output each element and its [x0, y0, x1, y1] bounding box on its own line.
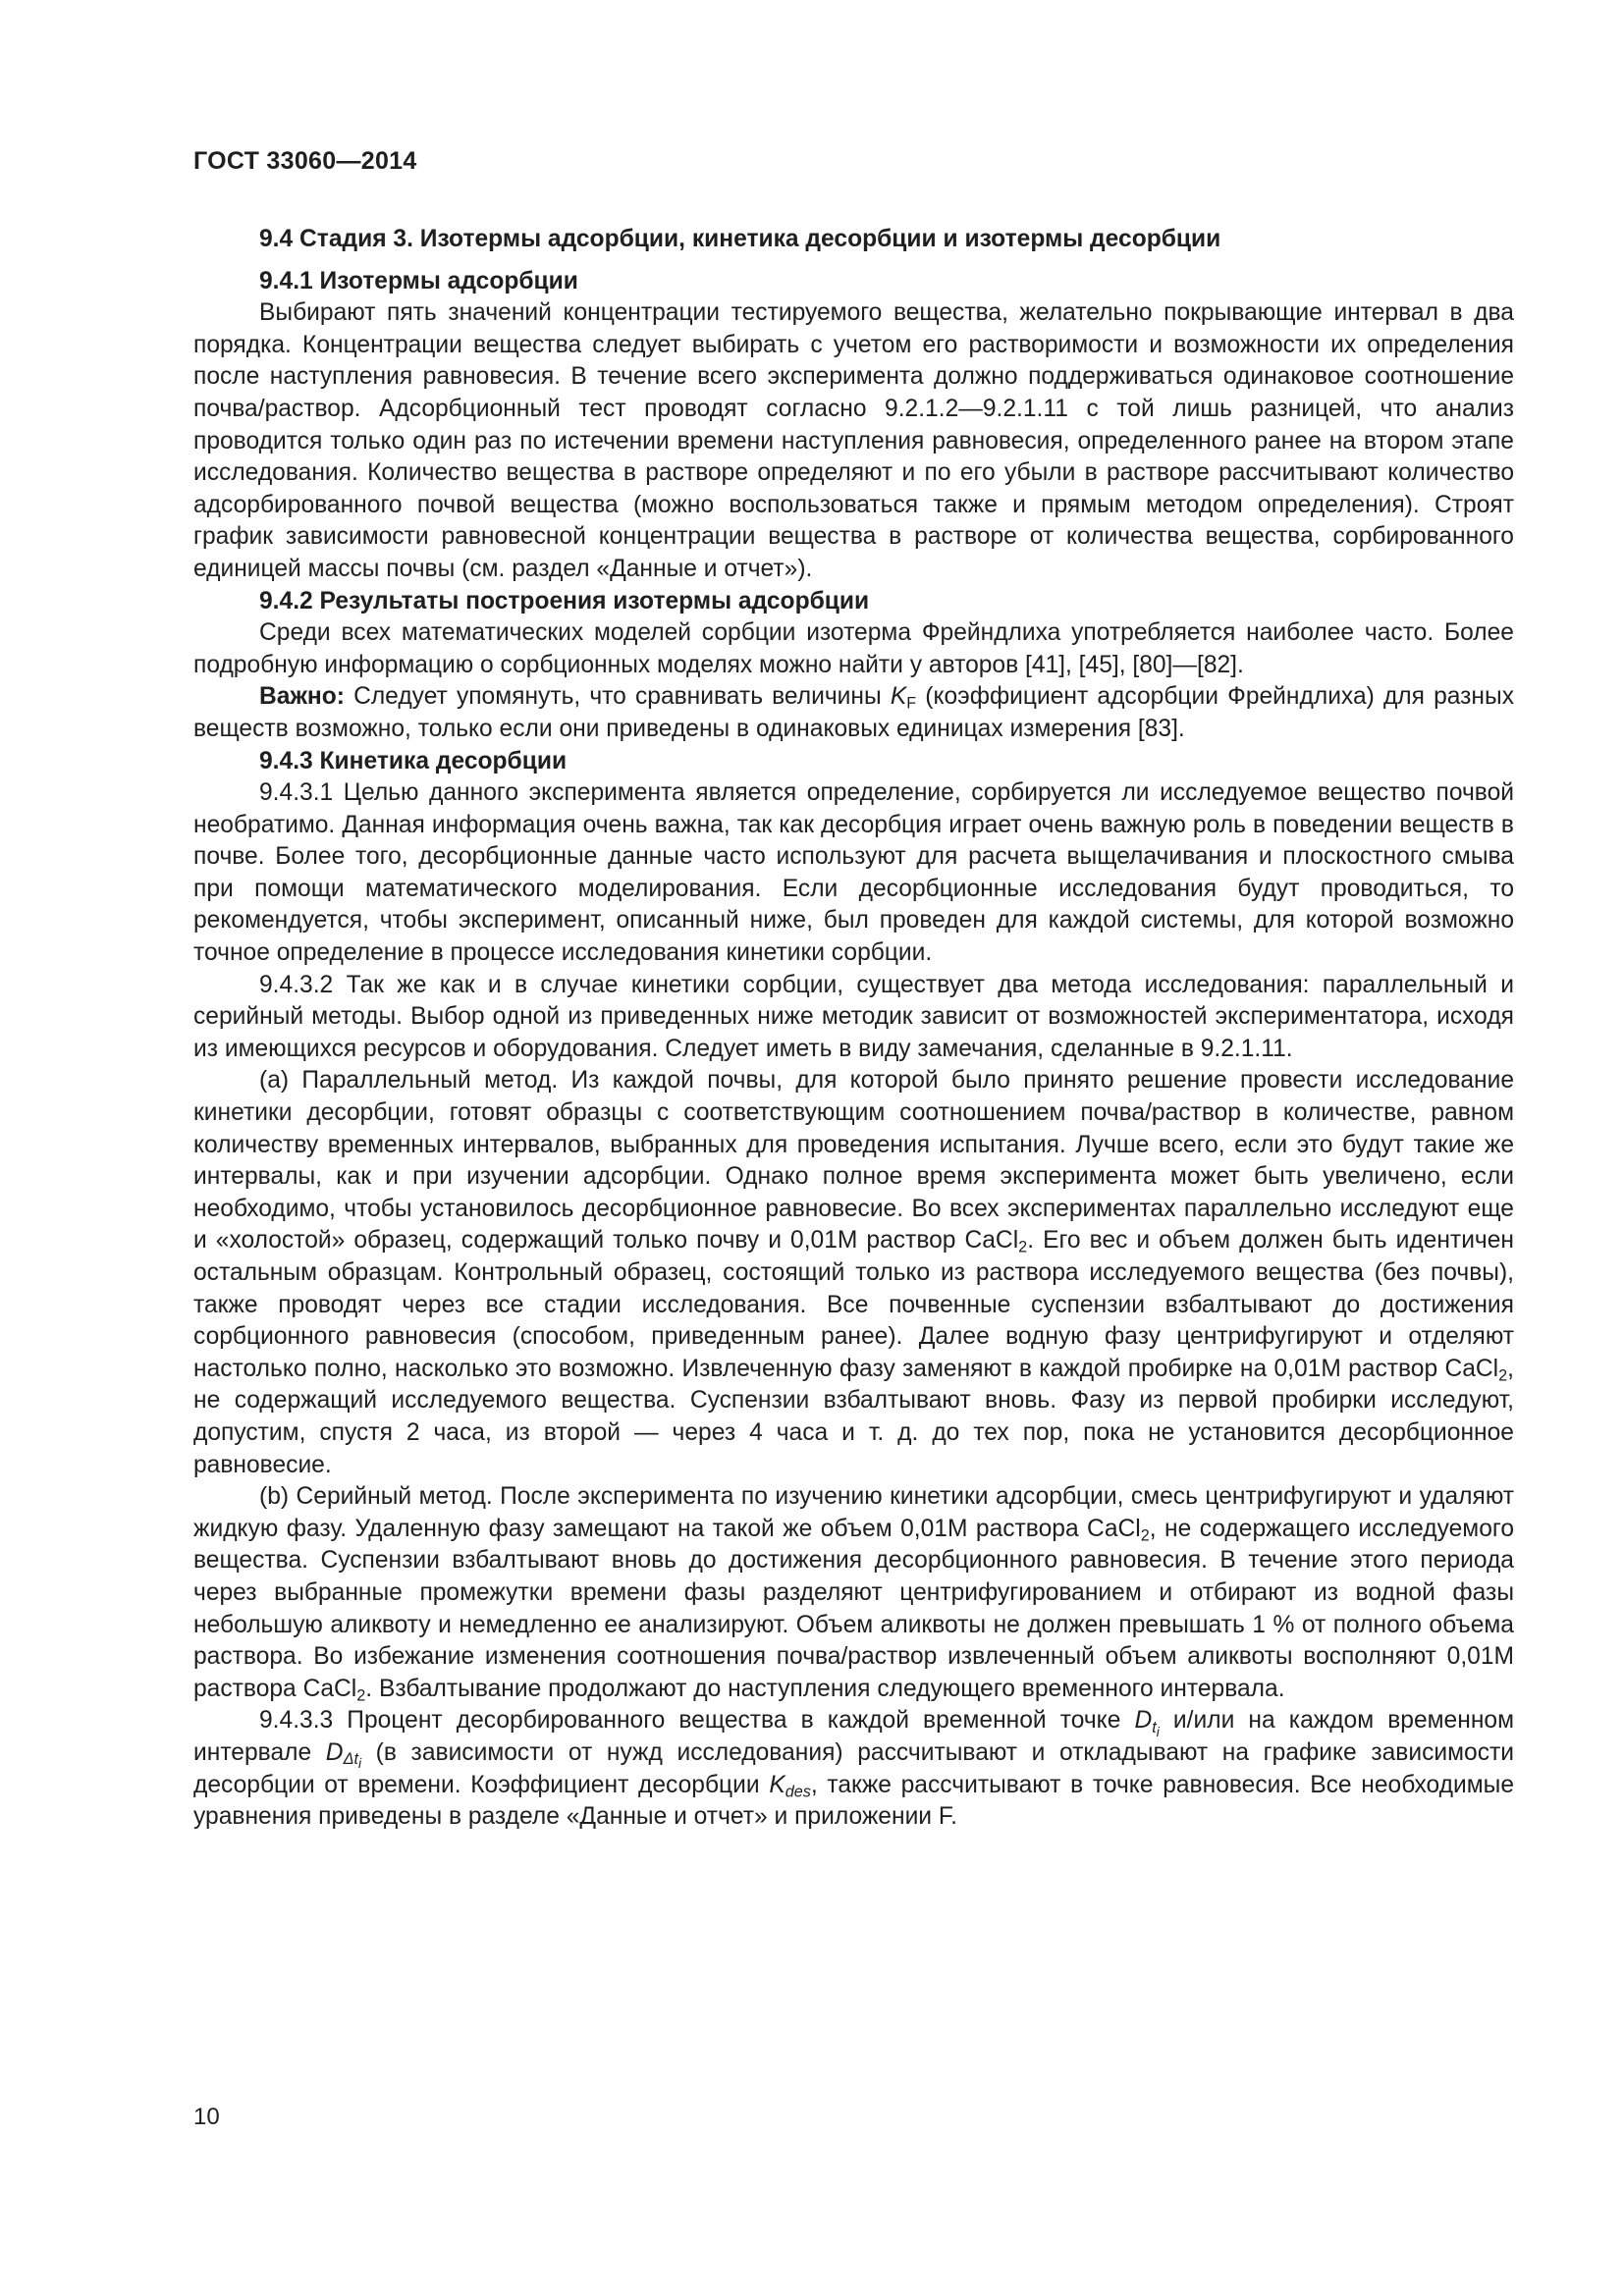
section-9-4-3-title: 9.4.3 Кинетика десорбции — [259, 747, 568, 774]
parallel-method-paragraph — [193, 1065, 1514, 1481]
important-label: Важно: — [259, 683, 345, 711]
cacl2-subscript: 2 — [1140, 1526, 1150, 1545]
serial-text-part3: . Взбалтывание продолжают до наступления следующего временного интервала. — [365, 1675, 1285, 1702]
section-9-4-2-text: Среди всех математических моделей сорбции изотерма Фрейндлиха употребляется наиболее часто. Более подробную информацию о сорбционных моделях можно найти у авторов [41], [45], [80]—[82]. — [193, 619, 1514, 678]
kf-subscript: F — [906, 694, 917, 713]
s9433-text-part1: 9.4.3.3 Процент десорбированного вещества в каждой временной точке — [259, 1707, 1135, 1735]
serial-text-part1: (b) Серийный метод. После эксперимента по изучению кинетики адсорбции, смесь центрифугируют и удаляют жидкую фазу. Удаленную фазу замещают на такой же объем 0,01M раствора CaCl — [193, 1483, 1514, 1542]
parallel-text-part3: , не содержащий исследуемого вещества. Суспензии взбалтывают вновь. Фазу из первой пробирки исследуют, допустим, спустя 2 часа, из второй — через 4 часа и т. д. до тех пор, пока не установится десорбционное равновесие. — [193, 1355, 1514, 1478]
section-9-4-title: 9.4 Стадия 3. Изотермы адсорбции, кинетика десорбции и изотермы десорбции — [259, 226, 1221, 252]
dt-symbol: D — [1134, 1707, 1153, 1735]
s9433-text-part4: , также рассчитывают в точке равновесия. Все необходимые уравнения приведены в разделе «Данные и отчет» и приложении F. — [193, 1771, 1515, 1831]
parallel-text-part1: (a) Параллельный метод. Из каждой почвы, для которой было принято решение провести исследование кинетики десорбции, готовят образцы с соответствующим соотношением почва/раствор в количестве, равном количеству временных интервалов, выбранных для проведения испытания. Лучше всего, если это будут такие же интервалы, как и при изучении адсорбции. Однако полное время эксперимента может быть увеличено, если необходимо, чтобы установилось десорбционное равновесие. Во всех экспериментах параллельно исследуют еще и «холостой» образец, содержащий только почву и 0,01M раствор CaCl — [193, 1067, 1514, 1255]
document-header: ГОСТ 33060—2014 — [193, 147, 417, 175]
section-9-4-3-3-paragraph — [193, 1705, 1514, 1833]
section-9-4-3-1-text: 9.4.3.1 Целью данного эксперимента является определение, сорбируется ли исследуемое вещество почвой необратимо. Данная информация очень важна, так как десорбция играет очень важную роль в поведении веществ в почве. Более того, десорбционные данные часто используют для расчета выщелачивания и плоскостного смыва при помощи математического моделирования. Если десорбционные исследования будут проводиться, то рекомендуется, чтобы эксперимент, описанный ниже, был проведен для каждой системы, для которой возможно точное определение в процессе исследования кинетики сорбции. — [193, 779, 1514, 967]
dt-subsubscript: i — [1156, 1724, 1160, 1739]
important-text-part2: (коэффициент адсорбции Фрейндлиха) для разных веществ возможно, только если они приведены в одинаковых единицах измерения [83]. — [193, 683, 1514, 742]
ddt-symbol: D — [325, 1738, 344, 1766]
dt-subscript — [1152, 1718, 1160, 1739]
page-number: 10 — [193, 2104, 220, 2130]
page-content — [193, 224, 1514, 1834]
serial-text-part2: , не содержащего исследуемого вещества. Суспензии взбалтывают вновь до достижения десорбционного равновесия. В течение этого периода через выбранные промежутки времени фазы разделяют центрифугированием и отбирают из водной фазы небольшую аликвоту и немедленно ее анализируют. Объем аликвоты не должен превышать 1 % от полного объема раствора. Во избежание изменения соотношения почва/раствор извлеченный объем аликвоты восполняют 0,01M раствора CaCl — [193, 1515, 1514, 1702]
section-9-4-1-title: 9.4.1 Изотермы адсорбции — [259, 267, 578, 294]
important-text-part1: Следует упомянуть, что сравнивать величины — [344, 683, 891, 711]
s9433-text-part2: и/или на каждом временном интервале — [193, 1707, 1514, 1766]
serial-method-paragraph — [193, 1481, 1514, 1705]
ddt-subscript — [343, 1750, 362, 1772]
ddt-subscript-text: Δt — [343, 1750, 358, 1769]
cacl2-subscript: 2 — [1498, 1366, 1508, 1385]
important-note — [193, 681, 1514, 745]
parallel-text-part2: . Его вес и объем должен быть идентичен остальным образцам. Контрольный образец, состоящий только из раствора исследуемого вещества (без почвы), также проводят через все стадии исследования. Все почвенные суспензии взбалтывают до достижения сорбционного равновесия (способом, приведенным ранее). Далее водную фазу центрифугируют и отделяют настолько полно, насколько это возможно. Извлеченную фазу заменяют в каждой пробирке на 0,01M раствор CaCl — [193, 1227, 1514, 1382]
dt-subscript-text: t — [1152, 1718, 1157, 1736]
s9433-text-part3: (в зависимости от нужд исследования) рассчитывают и откладывают на графике зависимости десорбции от времени. Коэффициент десорбции — [193, 1738, 1514, 1798]
section-9-4-2-title: 9.4.2 Результаты построения изотермы адсорбции — [259, 587, 870, 614]
kf-symbol: K — [890, 683, 907, 711]
kdes-subscript: des — [785, 1783, 811, 1801]
kdes-symbol: K — [769, 1771, 785, 1798]
cacl2-subscript: 2 — [356, 1686, 366, 1705]
ddt-subsubscript: i — [357, 1756, 362, 1772]
section-9-4-3-2-text: 9.4.3.2 Так же как и в случае кинетики сорбции, существует два метода исследования: параллельный и серийный методы. Выбор одной из приведенных ниже методик зависит от возможностей экспериментатора, исходя из имеющихся ресурсов и оборудования. Следует иметь в виду замечания, сделанные в 9.2.1.11. — [193, 971, 1514, 1062]
cacl2-subscript: 2 — [1018, 1238, 1028, 1256]
section-9-4-1-text: Выбирают пять значений концентрации тестируемого вещества, желательно покрывающие интервал в два порядка. Концентрации вещества следует выбирать с учетом его растворимости и возможности их определения после наступления равновесия. В течение всего эксперимента должно поддерживаться одинаковое соотношение почва/раствор. Адсорбционный тест проводят согласно 9.2.1.2—9.2.1.11 с той лишь разницей, что анализ проводится только один раз по истечении времени наступления равновесия, определенного ранее на втором этапе исследования. Количество вещества в растворе определяют и по его убыли в растворе рассчитывают количество адсорбированного почвой вещества (можно воспользоваться также и прямым методом определения). Строят график зависимости равновесной концентрации вещества в растворе от количества вещества, сорбированного единицей массы почвы (см. раздел «Данные и отчет»). — [193, 299, 1514, 582]
